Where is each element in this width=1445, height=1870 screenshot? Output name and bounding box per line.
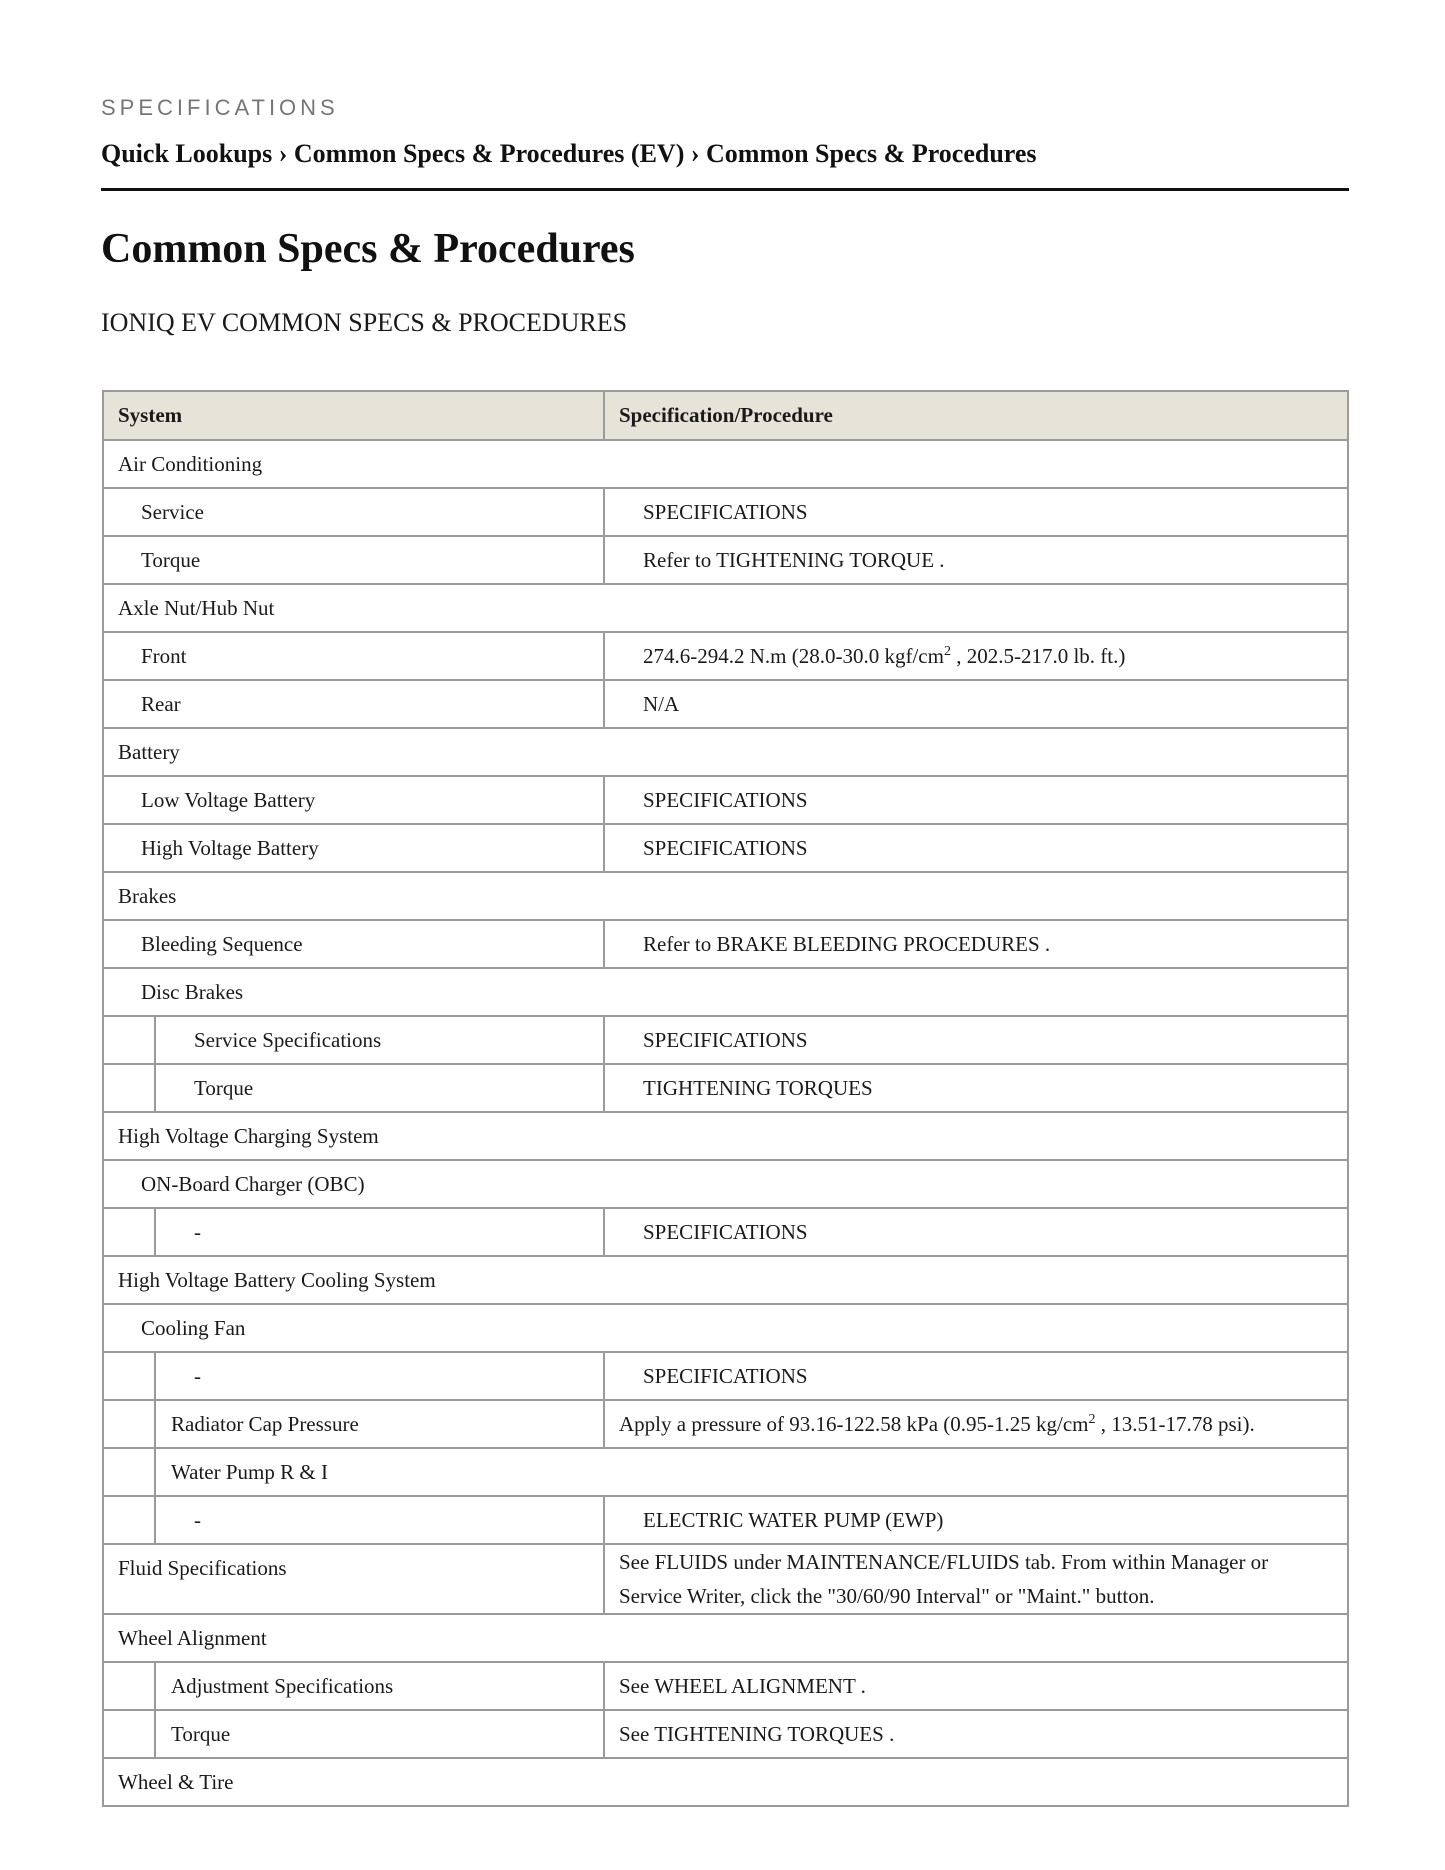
subcategory-cell: ON-Board Charger (OBC) (103, 1160, 1348, 1208)
system-cell: Front (103, 632, 604, 680)
spec-value-text: , 202.5-217.0 lb. ft.) (950, 643, 1126, 668)
spec-value-text: , 13.51-17.78 psi). (1095, 1411, 1255, 1436)
table-row (103, 776, 1348, 824)
table-row (103, 1448, 1348, 1496)
table-row (103, 1544, 1348, 1614)
subcategory-cell: Disc Brakes (103, 968, 1348, 1016)
spec-value (604, 1400, 1348, 1448)
spec-link[interactable]: SPECIFICATIONS (604, 1016, 1348, 1064)
category-cell: Wheel & Tire (103, 1758, 1348, 1806)
indent-cell (103, 1016, 155, 1064)
system-cell: Bleeding Sequence (103, 920, 604, 968)
category-cell: Fluid Specifications (103, 1544, 604, 1614)
table-row (103, 488, 1348, 536)
category-cell: Brakes (103, 872, 1348, 920)
system-cell: Torque (155, 1710, 604, 1758)
table-row (103, 1256, 1348, 1304)
table-row (103, 1016, 1348, 1064)
system-cell: - (155, 1208, 604, 1256)
section-kicker: SPECIFICATIONS (101, 95, 339, 120)
system-cell: - (155, 1496, 604, 1544)
indent-cell (103, 1496, 155, 1544)
table-row (103, 1496, 1348, 1544)
system-cell: Torque (103, 536, 604, 584)
subcategory-cell: Cooling Fan (103, 1304, 1348, 1352)
table-row (103, 1758, 1348, 1806)
indent-cell (103, 1064, 155, 1112)
spec-value-text: Apply a pressure of 93.16-122.58 kPa (0.95-1.25 kg/cm (619, 1411, 1089, 1436)
page-subtitle: IONIQ EV COMMON SPECS & PROCEDURES (101, 308, 628, 337)
header-divider (101, 188, 1349, 191)
indent-cell (103, 1400, 155, 1448)
indent-cell (103, 1352, 155, 1400)
system-cell: Radiator Cap Pressure (155, 1400, 604, 1448)
table-row (103, 1352, 1348, 1400)
category-cell: Axle Nut/Hub Nut (103, 584, 1348, 632)
system-cell: - (155, 1352, 604, 1400)
column-header-system: System (103, 391, 604, 440)
system-cell: Torque (155, 1064, 604, 1112)
spec-link[interactable]: See TIGHTENING TORQUES . (604, 1710, 1348, 1758)
table-row (103, 1064, 1348, 1112)
spec-link[interactable]: SPECIFICATIONS (604, 488, 1348, 536)
table-row (103, 1710, 1348, 1758)
category-cell: Battery (103, 728, 1348, 776)
table-row (103, 680, 1348, 728)
system-cell: Rear (103, 680, 604, 728)
table-row (103, 1614, 1348, 1662)
spec-link[interactable]: SPECIFICATIONS (604, 776, 1348, 824)
superscript: 2 (1088, 1411, 1096, 1427)
category-cell: High Voltage Charging System (103, 1112, 1348, 1160)
category-cell: High Voltage Battery Cooling System (103, 1256, 1348, 1304)
table-row (103, 872, 1348, 920)
spec-value-text: 274.6-294.2 N.m (28.0-30.0 kgf/cm (643, 643, 944, 668)
spec-value: See FLUIDS under MAINTENANCE/FLUIDS tab. From within Manager or Service Writer, click the "30/60/90 Interval" or "Maint." button. (604, 1544, 1348, 1614)
table-row (103, 440, 1348, 488)
table-row (103, 584, 1348, 632)
table-row (103, 1160, 1348, 1208)
spec-link[interactable]: SPECIFICATIONS (604, 824, 1348, 872)
breadcrumb[interactable]: Quick Lookups › Common Specs & Procedures (EV) › Common Specs & Procedures (101, 139, 1037, 168)
table-row (103, 728, 1348, 776)
table-row (103, 1208, 1348, 1256)
table-header-row (103, 391, 1348, 440)
table-row (103, 1662, 1348, 1710)
indent-cell (103, 1208, 155, 1256)
page-title: Common Specs & Procedures (101, 226, 635, 272)
specs-table (102, 390, 1349, 1807)
subcategory-cell: Water Pump R & I (155, 1448, 1348, 1496)
spec-link[interactable]: Refer to TIGHTENING TORQUE . (604, 536, 1348, 584)
system-cell: Service Specifications (155, 1016, 604, 1064)
category-cell: Wheel Alignment (103, 1614, 1348, 1662)
table-row (103, 968, 1348, 1016)
indent-cell (103, 1448, 155, 1496)
table-row (103, 920, 1348, 968)
table-row (103, 824, 1348, 872)
table-row (103, 536, 1348, 584)
spec-link[interactable]: SPECIFICATIONS (604, 1352, 1348, 1400)
system-cell: Low Voltage Battery (103, 776, 604, 824)
table-row (103, 632, 1348, 680)
table-row (103, 1400, 1348, 1448)
table-row (103, 1304, 1348, 1352)
spec-link[interactable]: SPECIFICATIONS (604, 1208, 1348, 1256)
system-cell: Adjustment Specifications (155, 1662, 604, 1710)
spec-value (604, 632, 1348, 680)
indent-cell (103, 1710, 155, 1758)
column-header-spec: Specification/Procedure (604, 391, 1348, 440)
spec-value: N/A (604, 680, 1348, 728)
spec-link[interactable]: TIGHTENING TORQUES (604, 1064, 1348, 1112)
spec-link[interactable]: See WHEEL ALIGNMENT . (604, 1662, 1348, 1710)
category-cell: Air Conditioning (103, 440, 1348, 488)
superscript: 2 (943, 643, 951, 659)
system-cell: High Voltage Battery (103, 824, 604, 872)
system-cell: Service (103, 488, 604, 536)
indent-cell (103, 1662, 155, 1710)
table-row (103, 1112, 1348, 1160)
spec-link[interactable]: Refer to BRAKE BLEEDING PROCEDURES . (604, 920, 1348, 968)
spec-link[interactable]: ELECTRIC WATER PUMP (EWP) (604, 1496, 1348, 1544)
